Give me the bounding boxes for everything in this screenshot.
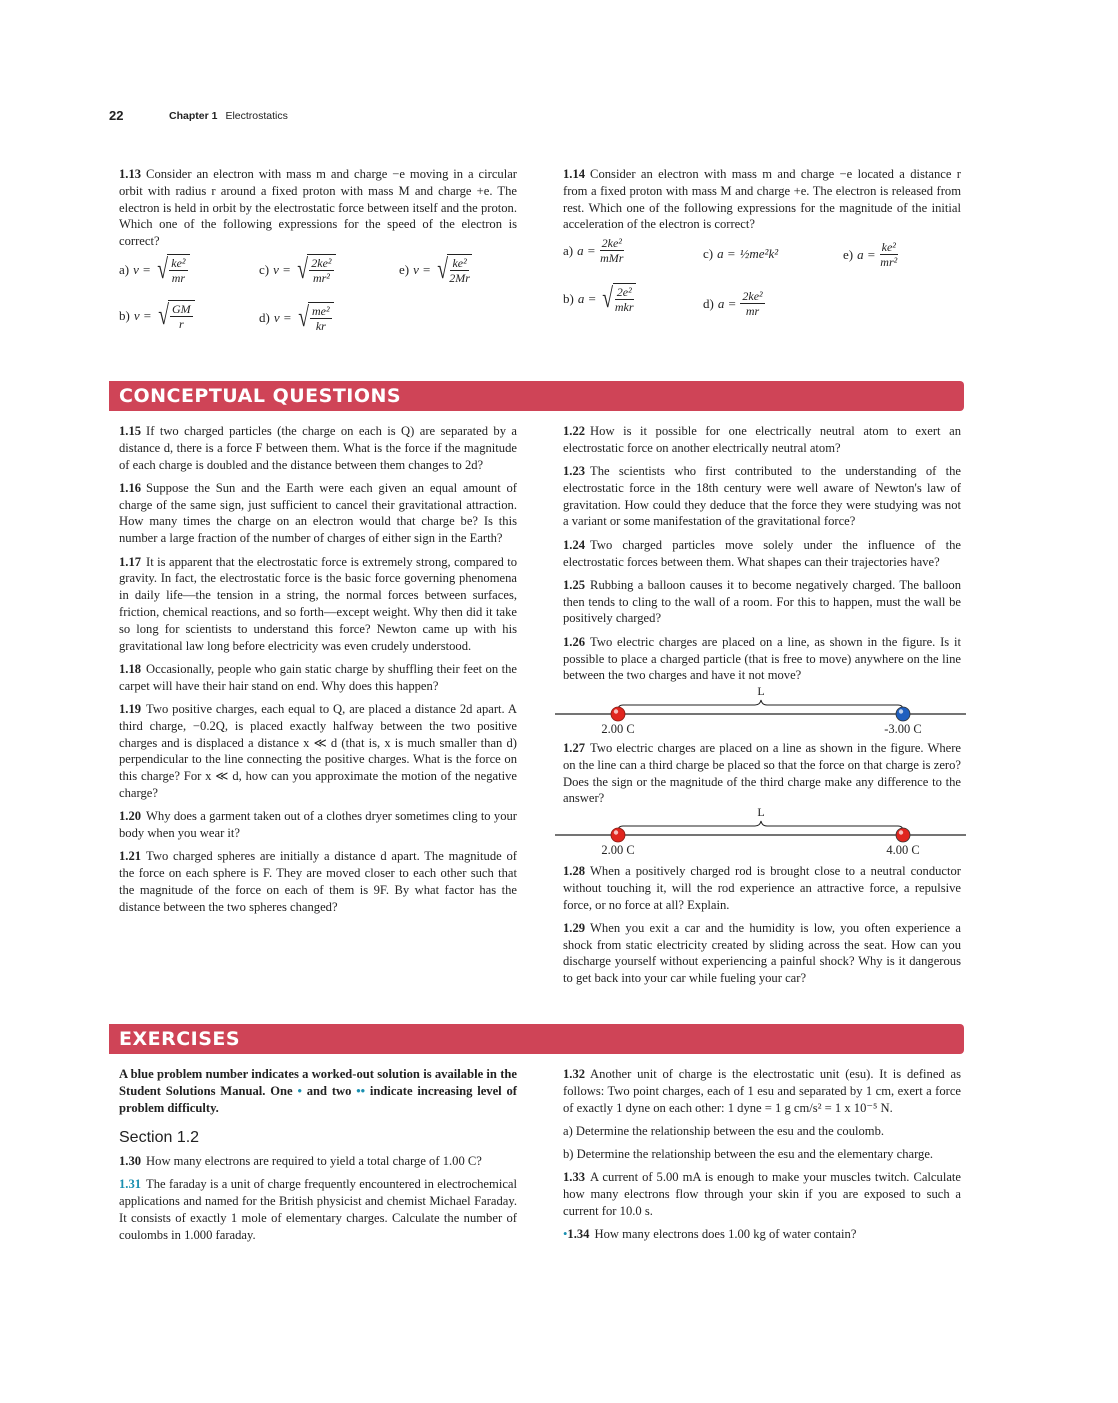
problem-text: A current of 5.00 mA is enough to make your muscles twitch. Calculate how many electrons flow through your skin if you are exposed to such a current for 10.0 s. xyxy=(563,1170,961,1219)
option-label: a) xyxy=(563,242,574,258)
conceptual-left-column xyxy=(119,423,517,922)
problem-1-17 xyxy=(119,554,517,655)
fraction xyxy=(170,302,193,331)
exercises-right-column xyxy=(563,1066,961,1250)
numerator: 2e² xyxy=(616,285,632,299)
problem-1-13 xyxy=(119,166,517,256)
denominator: mr² xyxy=(880,255,898,269)
answer-option-c xyxy=(259,254,336,285)
fraction xyxy=(880,240,898,269)
problem-text: The faraday is a unit of charge frequently encountered in electrochemical applications and named for the British physicist and chemist Michael Faraday. It consists of exactly 1 mole of elementary charges. Calculate the number of coulombs in 1.000 faraday. xyxy=(119,1177,517,1242)
option-label: c) xyxy=(703,246,714,261)
problem-number: 1.34 xyxy=(567,1227,590,1242)
problem-1-26 xyxy=(563,634,961,684)
left-charge-label: 2.00 C xyxy=(601,843,635,855)
option-label: e) xyxy=(399,261,410,277)
numerator: 2ke² xyxy=(742,289,763,303)
numerator: ke² xyxy=(452,256,467,270)
option-lhs: a = xyxy=(857,246,876,262)
problem-1-27 xyxy=(563,740,961,814)
problem-text: Another unit of charge is the electrostatic unit (esu). It is defined as follows: Two point charges, each of 1 esu and separated by 1 cm, exert a force of exactly 1 dyne on each other: 1 dyne = 1 g cm/s² = 1 x 10⁻⁵ N. xyxy=(563,1067,961,1115)
problem-number: 1.14 xyxy=(563,167,586,181)
problem-text: How many electrons are required to yield a total charge of 1.00 C? xyxy=(146,1154,482,1169)
problem-number: 1.17 xyxy=(119,554,142,569)
problem-number: 1.30 xyxy=(119,1154,142,1169)
exercises-left-column xyxy=(119,1066,517,1250)
page-number: 22 xyxy=(109,108,124,123)
numerator: ke² xyxy=(171,256,186,270)
problem-number: 1.19 xyxy=(119,701,142,716)
problem-1-23 xyxy=(563,463,961,530)
right-charge-label: -3.00 C xyxy=(884,722,922,734)
problem-text: When you exit a car and the humidity is low, you often experience a shock from static electricity created by sliding across the seat. How can you discharge yourself without experiencing a painful shock? Why is it dangerous to get back into your car while fueling your car? xyxy=(563,920,961,986)
option-lhs: a = xyxy=(717,246,736,261)
fraction xyxy=(309,256,333,285)
problem-text: Two electric charges are placed on a line, as shown in the figure. Is it possible to place a charged particle (that is free to move) anywhere on the line between the two charges and have it not move? xyxy=(563,634,961,683)
problem-number: 1.16 xyxy=(119,480,142,495)
problem-1-28 xyxy=(563,863,961,913)
option-lhs: v = xyxy=(273,309,292,325)
problem-1-33 xyxy=(563,1169,961,1219)
distance-label: L xyxy=(757,805,765,819)
conceptual-questions-heading: CONCEPTUAL QUESTIONS xyxy=(109,381,964,411)
problem-number: 1.15 xyxy=(119,424,142,438)
denominator: mr² xyxy=(312,271,330,285)
problem-1-29 xyxy=(563,920,961,987)
conceptual-right-column xyxy=(563,423,961,691)
exercises-intro xyxy=(119,1066,517,1116)
left-charge-label: 2.00 C xyxy=(601,722,635,734)
answer-option-e xyxy=(843,240,898,269)
denominator: 2Mr xyxy=(449,271,470,285)
problem-text: Two charged particles move solely under the influence of the electrostatic forces between them. What shapes can their trajectories have? xyxy=(563,537,961,569)
option-label: c) xyxy=(259,261,270,277)
problem-number: 1.29 xyxy=(563,920,586,935)
charge-sphere-left xyxy=(611,828,625,842)
answer-option-e xyxy=(399,254,472,285)
option-lhs: a = xyxy=(577,242,596,258)
problem-text: The scientists who first contributed to the understanding of the electrostatic force in the 18th century were well aware of Newton's law of gravitation. How could they deduce that the force they were studying was not a variant or some manifestation of the gravitational force? xyxy=(563,464,961,529)
problem-number: 1.32 xyxy=(563,1067,586,1081)
problem-number: 1.25 xyxy=(563,577,586,592)
problem-text: Two positive charges, each equal to Q, are placed a distance 2d apart. A third charge, −0.2Q, is placed exactly halfway between the two positive charges and is displaced a distance x ≪ d (that is, x is much smaller than d) perpendicular to the line connecting the positive charges. What is the force on this charge? For x ≪ d, how can you approximate the motion of the negative charge? xyxy=(119,701,517,800)
problem-part xyxy=(563,1146,961,1163)
problem-text: Why does a garment taken out of a clothes dryer sometimes cling to your body when you wear it? xyxy=(119,809,517,841)
denominator: mkr xyxy=(614,300,634,314)
problem-1-32 xyxy=(563,1066,961,1116)
problem-number: 1.31 xyxy=(119,1177,142,1192)
problem-1-20 xyxy=(119,808,517,842)
numerator: me² xyxy=(312,304,330,318)
square-root: √ $\frac{\text{2ke²}}{\text{mr²}}$ xyxy=(295,254,336,285)
square-root: √ $\frac{GM}{r}$ xyxy=(156,300,195,331)
denominator: mr xyxy=(171,271,186,285)
problem-1-14 xyxy=(563,166,961,240)
denominator: mr xyxy=(745,304,760,318)
option-label: d) xyxy=(703,295,714,311)
distance-brace xyxy=(618,821,903,831)
problem-number: 1.18 xyxy=(119,661,142,676)
problem-1-31 xyxy=(119,1176,517,1243)
fraction xyxy=(600,236,624,265)
problem-text: b) Determine the relationship between the esu and the elementary charge. xyxy=(563,1147,934,1162)
option-lhs: v = xyxy=(413,261,431,277)
charges-figure-1-26 xyxy=(555,684,966,734)
problem-number: 1.13 xyxy=(119,167,142,181)
answer-option-b xyxy=(119,300,195,331)
problem-text: Suppose the Sun and the Earth were each given an equal amount of charge of the same sign, just sufficient to cancel their gravitational attraction. How many times the charge on an electron would that charge be? Is this number a large fraction of the number of charges of either sign in the Earth? xyxy=(119,480,517,546)
distance-brace xyxy=(618,700,903,710)
option-lhs: v = xyxy=(133,307,152,323)
two-dot-icon: •• xyxy=(356,1083,366,1098)
one-dot-icon: • xyxy=(297,1083,302,1098)
problem-text: When a positively charged rod is brought close to a neutral conductor without touching it, will the rod experience an attractive force, a repulsive force, or no force at all? Explain. xyxy=(563,864,961,912)
answer-option-c xyxy=(703,246,778,262)
problem-1-22 xyxy=(563,423,961,457)
option-lhs: a = xyxy=(717,295,737,311)
problem-text: It is apparent that the electrostatic force is extremely strong, compared to gravity. In fact, the electrostatic force is the basic force governing phenomena in daily life—the tension in a string, the normal forces between surfaces, friction, chemical reactions, and so forth—except weight. Why then did it take so long for scientists to understand this force? Newton came up with his gravitational law long before electricity was even crudely understood. xyxy=(119,554,517,653)
problem-text: a) Determine the relationship between the esu and the coulomb. xyxy=(563,1123,885,1138)
numerator: 2ke² xyxy=(601,236,622,250)
square-root: √ $\frac{\text{2e²}}{\text{mkr}}$ xyxy=(600,283,635,314)
answer-option-a xyxy=(119,254,190,285)
charges-figure-1-27 xyxy=(555,805,966,855)
square-root: √ $\frac{\text{ke²}}{mr}$ xyxy=(155,254,190,285)
fraction xyxy=(740,289,764,318)
highlight xyxy=(899,709,903,713)
highlight xyxy=(614,709,618,713)
highlight xyxy=(899,830,903,834)
charge-sphere-right xyxy=(896,828,910,842)
option-lhs: v = xyxy=(133,261,151,277)
numerator: ke² xyxy=(881,240,896,254)
intro-text: and two xyxy=(306,1083,352,1098)
charge-sphere-left xyxy=(611,707,625,721)
problem-number: 1.21 xyxy=(119,849,142,864)
option-label: a) xyxy=(119,261,130,277)
square-root: √ $\frac{\text{me²}}{kr}$ xyxy=(296,302,334,333)
answer-option-d xyxy=(703,289,765,318)
problem-number: 1.22 xyxy=(563,424,586,438)
fraction xyxy=(169,256,187,285)
difficulty-dot-icon: • xyxy=(563,1227,568,1242)
running-header xyxy=(169,110,288,122)
problem-text: Rubbing a balloon causes it to become negatively charged. The balloon then tends to cling to the wall of a room. For this to happen, must the wall be positively charged? xyxy=(563,577,961,626)
answer-option-a xyxy=(563,236,624,265)
problem-1-25 xyxy=(563,577,961,627)
numerator: 2ke² xyxy=(311,256,332,270)
option-expression: ½me²k² xyxy=(739,246,779,261)
numerator: GM xyxy=(172,302,191,316)
denominator: mMr xyxy=(600,251,624,265)
charge-sphere-right xyxy=(896,707,910,721)
option-label: b) xyxy=(563,290,574,306)
option-label: e) xyxy=(843,246,854,262)
exercises-heading: EXERCISES xyxy=(109,1024,964,1054)
problem-text: Occasionally, people who gain static charge by shuffling their feet on the carpet will have their hair stand on end. Why does this happen? xyxy=(119,661,517,693)
option-lhs: a = xyxy=(577,290,597,306)
option-label: b) xyxy=(119,307,130,323)
square-root: √ $\frac{\text{ke²}}{2Mr}$ xyxy=(437,253,470,285)
problem-part xyxy=(563,1123,961,1140)
fraction xyxy=(615,285,634,314)
problem-number: 1.33 xyxy=(563,1170,586,1185)
chapter-label: Chapter 1 xyxy=(169,110,218,122)
denominator: kr xyxy=(315,319,326,333)
problem-number: 1.24 xyxy=(563,537,586,552)
problem-text: How many electrons does 1.00 kg of water contain? xyxy=(594,1227,857,1242)
highlight xyxy=(614,830,618,834)
problem-number: 1.26 xyxy=(563,634,586,649)
problem-number: 1.23 xyxy=(563,464,586,479)
problem-text: Two electric charges are placed on a line as shown in the figure. Where on the line can a third charge be placed so that the force on that charge is zero? Does the sign or the magnitude of the third charge make any difference to the answer? xyxy=(563,741,961,806)
right-charge-label: 4.00 C xyxy=(886,843,920,855)
problem-number: 1.27 xyxy=(563,741,586,755)
problem-1-15 xyxy=(119,423,517,473)
problem-text: Consider an electron with mass m and charge −e located a distance r from a fixed proton with mass M and charge +e. The electron is released from rest. Which one of the following expressions for the magnitude of the initial acceleration of the electron is correct? xyxy=(563,167,961,232)
answer-option-d xyxy=(259,302,334,333)
section-title: Section 1.2 xyxy=(119,1129,200,1147)
fraction xyxy=(449,256,470,285)
problem-1-21 xyxy=(119,848,517,915)
option-lhs: v = xyxy=(273,261,291,277)
problem-1-18 xyxy=(119,661,517,695)
problem-number: 1.20 xyxy=(119,809,142,824)
intro-text: A blue problem number indicates a worked-out solution is available in the Student Solutions Manual. One xyxy=(119,1067,517,1098)
problem-number: 1.28 xyxy=(563,864,586,878)
problem-text: Two charged spheres are initially a distance d apart. The magnitude of the force on each sphere is F. They are moved closer to each other such that the magnitude of the force on each of them is 9F. By what factor has the distance between the two spheres changed? xyxy=(119,849,517,914)
denominator: r xyxy=(179,317,184,331)
problem-text: If two charged particles (the charge on each is Q) are separated by a distance d, there is a force F between them. What is the force if the magnitude of each charge is doubled and the distance between them changes to 2d? xyxy=(119,424,517,472)
answer-option-b xyxy=(563,283,636,314)
option-label: d) xyxy=(259,309,270,325)
problem-1-34 xyxy=(563,1226,961,1243)
problem-1-30 xyxy=(119,1153,517,1170)
problem-1-24 xyxy=(563,537,961,571)
problem-text: How is it possible for one electrically neutral atom to exert an electrostatic force on another electrically neutral atom? xyxy=(563,424,961,455)
problem-1-19 xyxy=(119,701,517,802)
fraction xyxy=(310,304,332,333)
problem-text: Consider an electron with mass m and charge −e moving in a circular orbit with radius r around a fixed proton with mass M and charge +e. The electron is held in orbit by the electrostatic force between itself and the proton. Which one of the following expressions for the speed of the electron is correct? xyxy=(119,167,517,249)
chapter-title: Electrostatics xyxy=(225,110,288,122)
distance-label: L xyxy=(757,684,765,698)
intro-text: indicate increasing level of problem difficulty. xyxy=(119,1083,517,1115)
problem-1-16 xyxy=(119,480,517,547)
conceptual-right-column-2 xyxy=(563,863,961,994)
